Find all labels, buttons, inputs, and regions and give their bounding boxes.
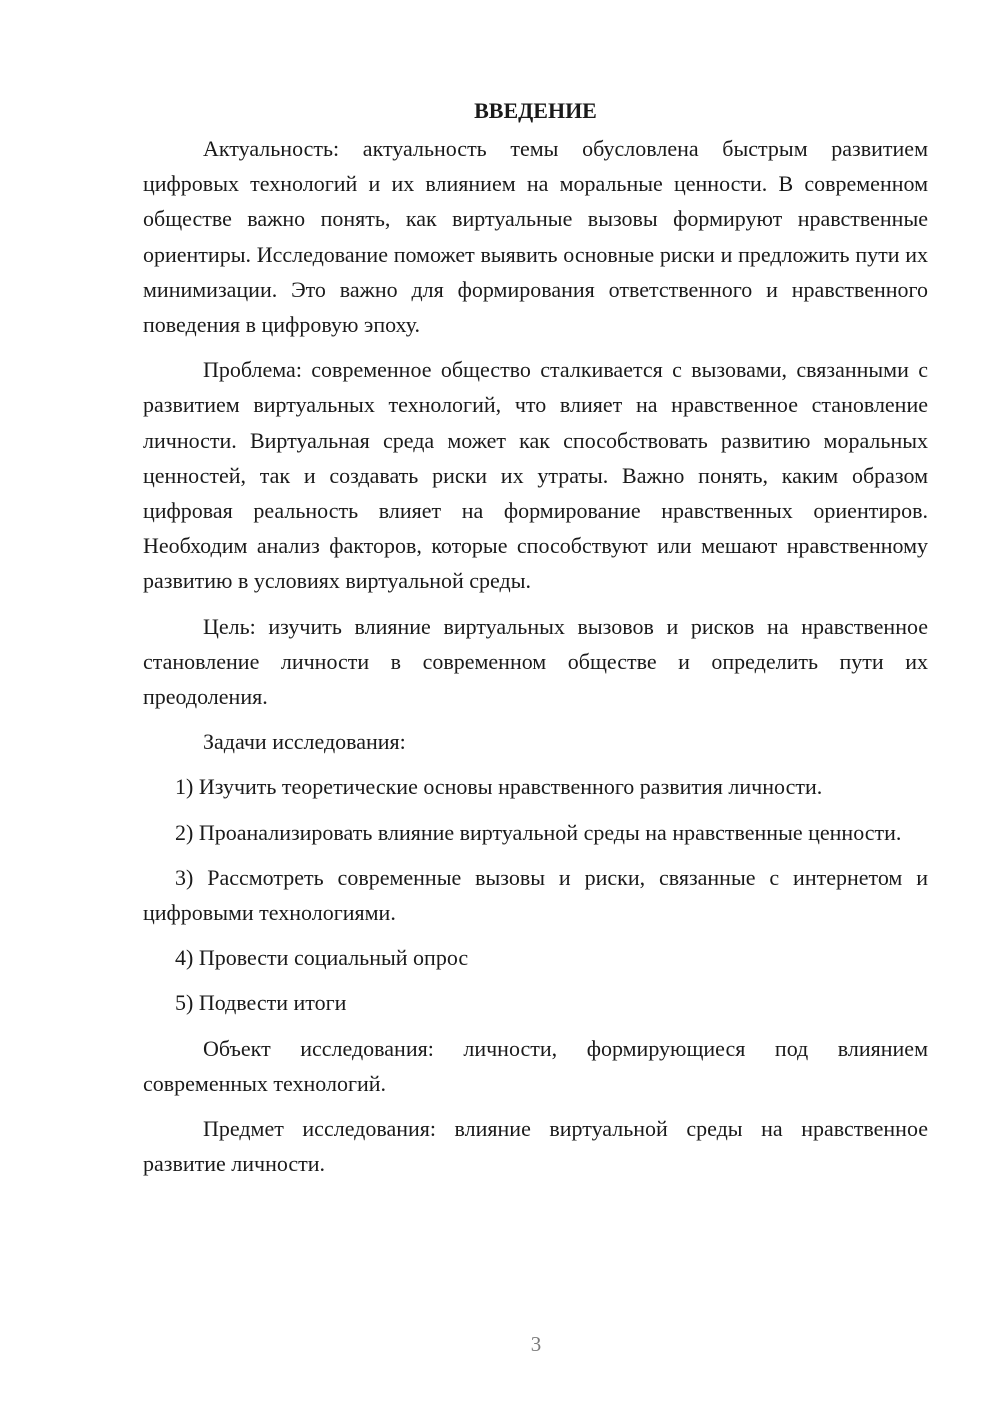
tasks-heading: Задачи исследования: — [203, 729, 406, 755]
task-item: 1) Изучить теоретические основы нравственного развития личности. — [175, 774, 823, 800]
task-item: 4) Провести социальный опрос — [175, 945, 469, 971]
document-page — [143, 95, 928, 1191]
task-item: 5) Подвести итоги — [175, 990, 347, 1016]
section-title: ВВЕДЕНИЕ — [474, 98, 597, 123]
goal-paragraph: Цель: изучить влияние виртуальных вызовов и рисков на нравственное становление личности в современном обществе и определить пути их преодоления. — [143, 613, 928, 710]
subject-paragraph: Предмет исследования: влияние виртуальной среды на нравственное развитие личности. — [143, 1116, 928, 1177]
task-item: 2) Проанализировать влияние виртуальной среды на нравственные ценности. — [175, 819, 902, 845]
object-paragraph: Объект исследования: личности, формирующиеся под влиянием современных технологий. — [143, 1035, 928, 1096]
relevance-paragraph: Актуальность: актуальность темы обусловлена быстрым развитием цифровых технологий и их влиянием на моральные ценности. В современном обществе важно понять, как виртуальные вызовы формируют нравственные ориентиры. Исследование поможет выявить основные риски и предложить пути их минимизации. Это важно для формирования ответственного и нравственного поведения в цифровую эпоху. — [143, 136, 928, 338]
problem-paragraph: Проблема: современное общество сталкивается с вызовами, связанными с развитием виртуальных технологий, что влияет на нравственное становление личности. Виртуальная среда может как способствовать развитию моральных ценностей, так и создавать риски их утраты. Важно понять, каким образом цифровая реальность влияет на формирование нравственных ориентиров. Необходим анализ факторов, которые способствуют или мешают нравственному развитию в условиях виртуальной среды. — [143, 357, 928, 594]
task-item: 3) Рассмотреть современные вызовы и риски, связанные с интернетом и цифровыми технологиями. — [143, 864, 928, 926]
page-number: 3 — [530, 1332, 542, 1356]
